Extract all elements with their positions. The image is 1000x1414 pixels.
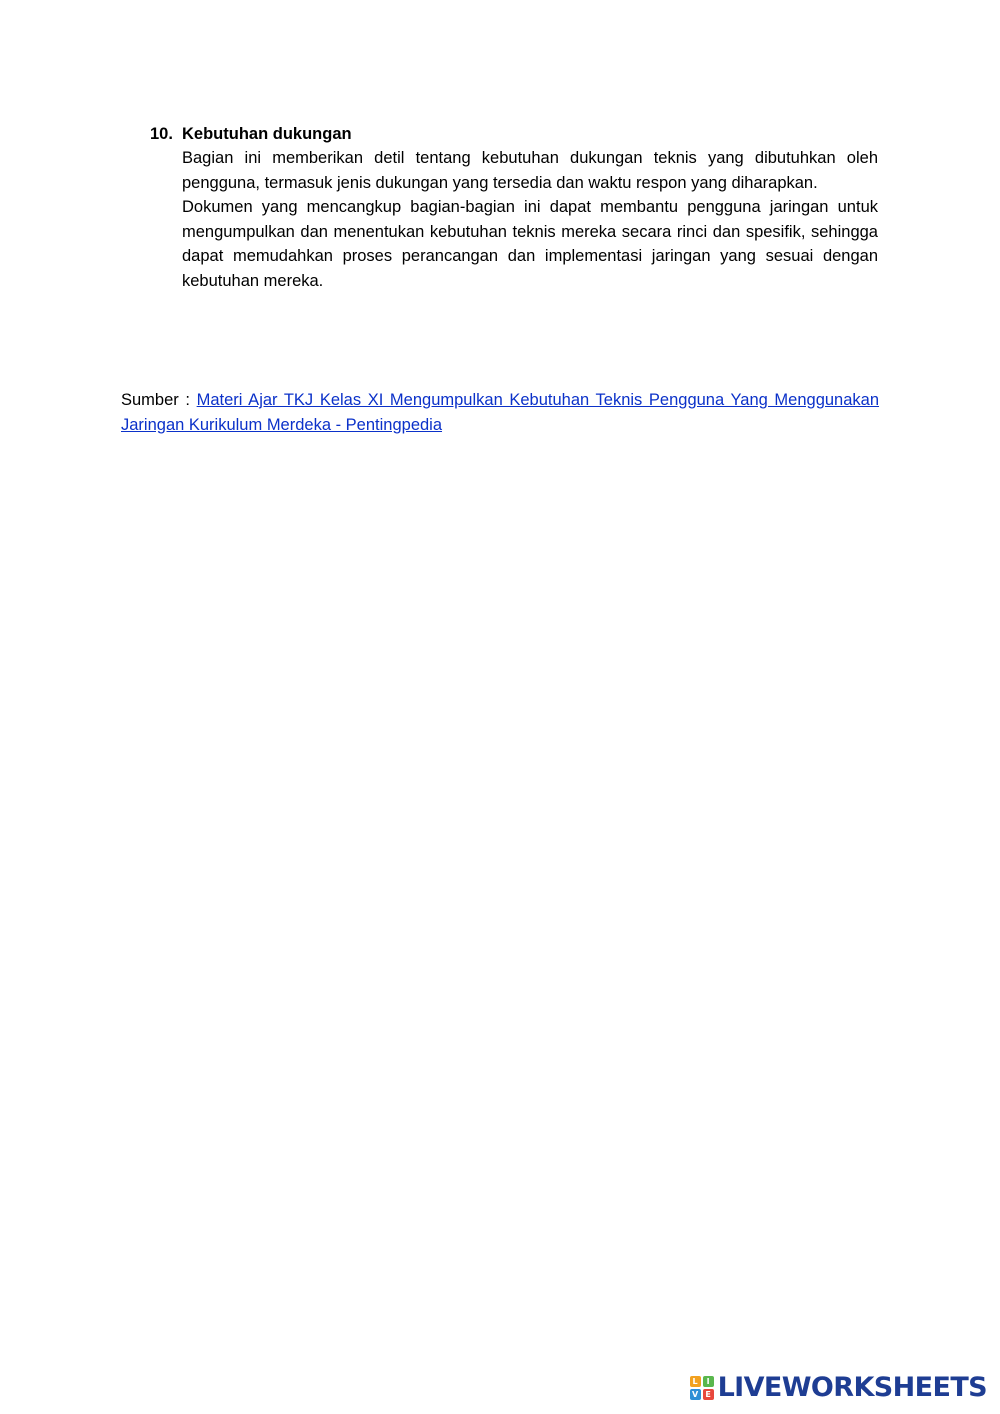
section-body [182,146,878,293]
logo-letter-v: V [690,1389,701,1400]
logo-letter-i: I [703,1376,714,1387]
source-link[interactable]: Materi Ajar TKJ Kelas XI Mengumpulkan Kebutuhan Teknis Pengguna Yang Menggunakan Jaringan Kurikulum Merdeka - Pentingpedia [121,391,880,434]
liveworksheets-logo-icon [690,1376,714,1400]
logo-letter-l: L [690,1376,701,1387]
section-title: Kebutuhan dukungan [182,125,352,143]
liveworksheets-branding [690,1373,987,1403]
section-number: 10. [150,125,173,143]
liveworksheets-wordmark: LIVEWORKSHEETS [717,1372,987,1403]
source-label: Sumber : [121,391,197,409]
support-description-paragraph: Bagian ini memberikan detil tentang kebutuhan dukungan teknis yang dibutuhkan oleh pengguna, termasuk jenis dukungan yang tersedia dan waktu respon yang diharapkan. [182,149,878,192]
section-heading [150,122,878,146]
logo-letter-e: E [703,1389,714,1400]
source-citation [121,388,879,437]
document-summary-paragraph: Dokumen yang mencangkup bagian-bagian ini dapat membantu pengguna jaringan untuk mengumpulkan dan menentukan kebutuhan teknis mereka secara rinci dan spesifik, sehingga dapat memudahkan proses perancangan dan implementasi jaringan yang sesuai dengan kebutuhan mereka. [182,198,878,290]
support-needs-section [150,122,878,293]
